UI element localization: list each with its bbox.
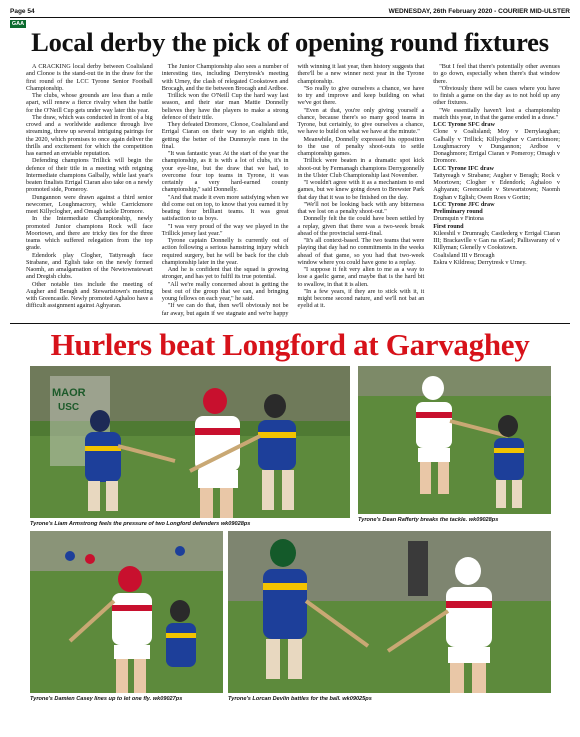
- sign-text-maor: MAOR: [52, 387, 86, 399]
- story-paragraph: Trillick were beaten in a dramatic spot kick shoot-out by Fermanagh champions Derrygonnelly in the Ulster Club Championship last November.: [297, 157, 425, 179]
- draw-fixtures: Clone v Coalisland; Moy v Derrylaughan; Galbally v Trillick; Killyclogher v Carrickmore; Loughmacrory v Dungannon; Ardboe v Donaghmore; Errigal Ciaran v Pomeroy; Omagh v Dromore.: [433, 128, 560, 165]
- story-paragraph: Dungannon were drawn against a third senior newcomer, Loughmacrory, while Carrickmore meet Killyclogher, and Omagh tackle Dromore.: [26, 193, 153, 215]
- story-paragraph: Meanwhile, Donnelly expressed his opposition to the use of penalty shoot-outs to settle championship games.: [297, 135, 425, 157]
- draw-heading: LCC Tyrone JFC draw: [433, 200, 495, 208]
- story-paragraph: "So really to give ourselves a chance, we have to try and improve and keep building on what we've got there.: [297, 84, 425, 107]
- story-paragraph: They defeated Dromore, Clonoe, Coalisland and Errigal Ciaran on their way to an eighth title, getting the better of the Dunmoyle men in the final.: [161, 121, 289, 150]
- story-paragraph: Trillick won the O'Neill Cup the hard way last season, and their star man Mattie Donnelly believes they have the players to make a strong defence of their title.: [161, 92, 289, 121]
- story-paragraph: "It's all context-based. The two teams that were playing that day had no commitments in the weeks ahead of that game, so you had that two-week window where you could have gone to a replay.: [297, 237, 425, 266]
- story-paragraph: A CRACKING local derby between Coalisland and Clonoe is the stand-out tie in the draw for the first round of the LCC Tyrone Senior Football Championship.: [26, 63, 153, 92]
- story-paragraph: "In a few years, if they are to stick with it, it might become second nature, and we'll not bat an eyelid at it.: [297, 287, 425, 310]
- photo-lorcan-devlin: [228, 531, 551, 693]
- story-paragraph: "We'll not be looking back with any bitterness that we lost on a penalty shoot-out.": [297, 200, 425, 215]
- story-paragraph: "All we're really concerned about is getting the best out of the group that we can, and bringing young fellows on each year," he said.: [161, 280, 289, 302]
- caption-damien-casey: Tyrone's Damien Casey lines up to let one fly. wk09027ps: [30, 696, 183, 702]
- story-paragraph: Donnelly felt the tie could have been settled by a replay, given that there was a two-week break ahead of the provincial semi-final.: [297, 215, 425, 237]
- photo-lorcan-devlin-image: [228, 531, 551, 693]
- draw-heading: Preliminary round: [433, 208, 483, 215]
- story-body: [26, 63, 560, 318]
- story-paragraph: In the Intermediate Championship, newly promoted Junior champions Rock will face Moortown, and there are tricky ties for the three teams which suffered relegation from the top grade.: [26, 215, 153, 252]
- story-paragraph: "Even at that, you're only giving yourself a chance, because there's so many good teams in Tyrone, but certainly, to give ourselves a chance, we have to build on what we have at the minute.": [297, 106, 425, 136]
- sign-text-usc: USC: [58, 402, 80, 413]
- story-paragraph: And he is confident that the squad is growing stronger, and has yet to fulfil its true potential.: [161, 266, 289, 281]
- dateline: WEDNESDAY, 26th February 2020 - COURIER MID-ULSTER: [388, 7, 570, 15]
- draw-fixtures: Eskra v Kildress; Derrytresk v Urney.: [433, 258, 527, 266]
- photo-dean-rafferty: [358, 366, 551, 514]
- draw-heading: LCC Tyrone SFC draw: [433, 121, 495, 128]
- story-paragraph: "We essentially haven't lost a championship match this year, in that the game ended in a draw.": [433, 106, 560, 121]
- photo-damien-casey-image: [30, 531, 223, 693]
- draw-fixtures: Drumquin v Fintona: [433, 215, 484, 223]
- page-number: Page 54: [10, 7, 35, 15]
- photo-liam-armstrong: [30, 366, 350, 518]
- story-paragraph: "Obviously there will be cases where you have to finish a game on the day as to not hold up any other fixtures.: [433, 84, 560, 107]
- story-paragraph: Edendork play Clogher, Tattyreagh face Strabane, and Eglish take on the newly formed Naomh, an amalgamation of the Newtownstewart and Dregish clubs.: [26, 251, 153, 281]
- story-paragraph: "But I feel that there's potentially other avenues to go down, especially when there's that window there.: [433, 63, 560, 85]
- photo-liam-armstrong-image: [30, 366, 350, 518]
- main-headline: Local derby the pick of opening round fixtures: [31, 27, 549, 57]
- story-paragraph: "I wouldn't agree with it as a mechanism to end games, but we knew going down to Brewster Park that day that it was to be finished on the day.: [297, 179, 425, 201]
- story-paragraph: The clubs, whose grounds are less than a mile apart, will renew a fierce rivalry when the battle for the O'Neill Cup gets under way later this year.: [26, 92, 153, 114]
- story-paragraph: Other notable ties include the meeting of Augher and Beragh and Stewartstown's meeting with Greencastle. Newly promoted Aghaloo have a difficult assignment against Aghyaran.: [26, 280, 153, 310]
- story-paragraph: "It was fantastic year. At the start of the year the championship, as it is with a lot of clubs, it's in your eye-line, but the draw that we had, to overcome four top teams in Tyrone, it was certainly a very hard-earned county championship," said Donnelly.: [161, 150, 289, 194]
- top-rule: [10, 17, 570, 18]
- caption-liam-armstrong: Tyrone's Liam Armstrong feels the pressure of two Longford defenders wk09028ps: [30, 521, 251, 527]
- story-paragraph: "If we can do that, then we'll obviously not be far away, but again if we stagnate and we're happy with winning it last year, then history suggests that there'll be a new winner next year in the Tyrone championship.: [161, 63, 425, 317]
- section-tag: GAA: [11, 21, 25, 27]
- story-paragraph: Tyrone captain Donnelly is currently out of action following a serious hamstring injury which required surgery, but he will be back for the club championship later in the year.: [161, 237, 289, 266]
- draw-fixtures: Tattyreagh v Strabane; Augher v Beragh; Rock v Moortown; Clogher v Edendork; Aghaloo v Aghyaran; Greencastle v Stewartstown; Naomh Eoghan v Eglish; Owen Roes v Gortin;: [433, 171, 560, 201]
- story-paragraph: Defending champions Trillick will begin the defence of their title in a meeting with reigning Intermediate champions Galbally, while last year's beaten finalists Errigal Ciaran also take on a newly promoted side, Pomeroy.: [26, 157, 153, 194]
- photo-dean-rafferty-image: [358, 366, 551, 514]
- draw-heading: First round: [433, 222, 464, 230]
- caption-lorcan-devlin: Tyrone's Lorcan Devlin battles for the ball. wk09025ps: [228, 696, 372, 702]
- draw-fixtures: Kileeshil v Drumragh; Castlederg v Errigal Ciaran III; Brackaville v Gan na nGael; Pallisvarany of v Killyman; Glenelly v Cookstown.: [433, 229, 560, 252]
- hurlers-headline: Hurlers beat Longford at Garvaghey: [50, 327, 530, 362]
- story-paragraph: "And that made it even more satisfying when we did come out on top, to know that you earned it by beating four brilliant teams. It was great satisfaction to us boys.: [161, 193, 289, 223]
- section-divider: [10, 323, 570, 324]
- draw-fixtures: Coalisland III v Brocagh: [433, 251, 495, 259]
- story-paragraph: The Junior Championship also sees a number of interesting ties, including Derrytresk's meeting with Urney, the clash of relegated Cookstown and Brocagh, and the tie between Brocagh and Ardboe.: [161, 63, 289, 92]
- photo-damien-casey: [30, 531, 223, 693]
- caption-dean-rafferty: Tyrone's Dean Rafferty breaks the tackle. wk09028ps: [358, 517, 499, 523]
- page-folio: [10, 5, 570, 17]
- story-paragraph: The draw, which was conducted in front of a big crowd and a worldwide audience through live streaming, threw up several intriguing pairings for the 2020, which promises to once again deliver the thrills and excitement for which the competition has earned an enviable reputation.: [26, 113, 153, 157]
- draw-heading: LCC Tyrone IFC draw: [433, 164, 494, 172]
- story-paragraph: "I suppose it felt very alien to me as a way to lose a gaelic game, and maybe that is the hard bit to swallow, in that it is alien.: [297, 266, 425, 288]
- story-paragraph: "I was very proud of the way we played in the Trillick jersey last year.": [161, 222, 289, 237]
